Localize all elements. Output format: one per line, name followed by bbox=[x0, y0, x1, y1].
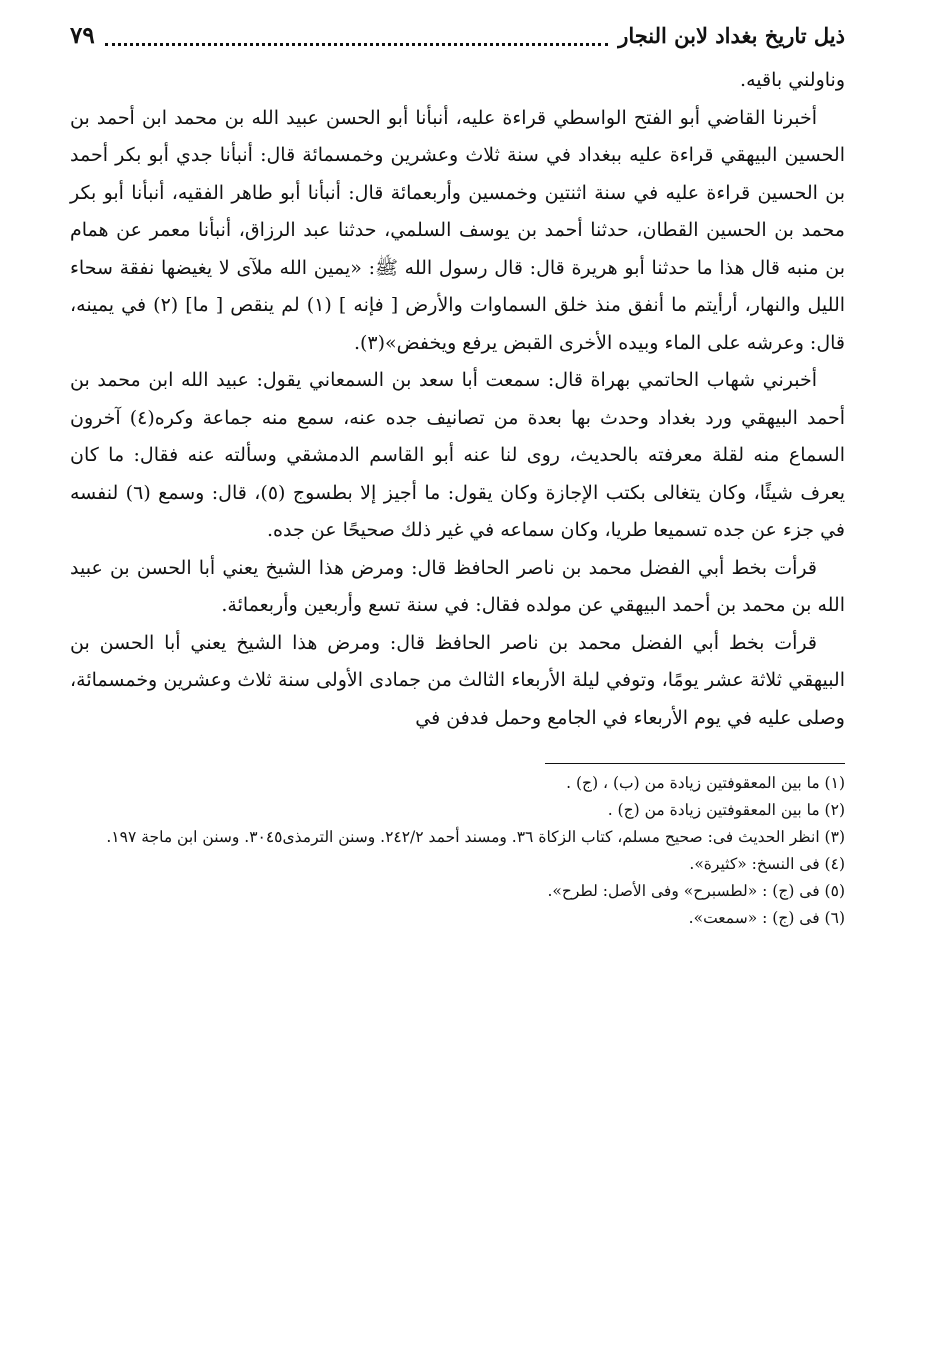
footnote: (٤) فى النسخ: «كثيرة». bbox=[689, 855, 845, 873]
header-dot-leader bbox=[105, 29, 608, 46]
footnote: (٦) فى (ج) : «سمعت». bbox=[688, 909, 845, 927]
footnote: (٥) فى (ج) : «لطسبرح» وفى الأصل: لطرح». bbox=[547, 882, 845, 900]
paragraph: وناولني باقيه. bbox=[740, 69, 845, 91]
paragraph: قرأت بخط أبي الفضل محمد بن ناصر الحافظ قال: ومرض هذا الشيخ يعني أبا الحسن بن عبيد الله بن محمد بن أحمد البيهقي عن مولده فقال: في سنة تسع وأربعين وأربعمائة. bbox=[70, 556, 845, 616]
footnote: (٣) انظر الحديث فى: صحيح مسلم، كتاب الزكاة ٣٦. ومسند أحمد ٢٤٢/٢. وسنن الترمذى٣٠٤٥. وسنن ابن ماجة ١٩٧. bbox=[106, 828, 845, 846]
paragraph: قرأت بخط أبي الفضل محمد بن ناصر الحافظ قال: ومرض هذا الشيخ يعني أبا الحسن بن البيهقي ثلاثة عشر يومًا، وتوفي ليلة الأربعاء الثالث من جمادى الأولى سنة ثلاث وعشرين وخمسمائة، وصلى عليه في يوم الأربعاء في الجامع وحمل فدفن في bbox=[70, 631, 845, 729]
page-number: ٧٩ bbox=[70, 22, 95, 49]
header-title: ذيل تاريخ بغداد لابن النجار bbox=[618, 23, 845, 48]
footnote-separator bbox=[545, 763, 845, 764]
paragraph: أخبرني شهاب الحاتمي بهراة قال: سمعت أبا سعد بن السمعاني يقول: عبيد الله ابن محمد بن أحمد البيهقي ورد بغداد وحدث بها بعدة من تصانيف جده عنه، سمع منه جماعة وكره(٤) آخرون السماع منه لقلة معرفته بالحديث، روى لنا عنه أبو القاسم الدمشقي وسألته عنه فقال: ما كان يعرف شيئًا، وكان يتغالى بكتب الإجازة وكان يقول: ما أجيز إلا بطسوج (٥)، قال: وسمع (٦) لنفسه في جزء عن جده تسميعا طريا، وكان سماعه في غير ذلك صحيحًا عن جده. bbox=[70, 369, 845, 541]
running-header bbox=[70, 16, 845, 58]
footnote: (١) ما بين المعقوفتين زيادة من (ب) ، (ج) . bbox=[566, 774, 845, 792]
paragraph: أخبرنا القاضي أبو الفتح الواسطي قراءة عليه، أنبأنا أبو الحسن عبيد الله بن محمد ابن أحمد بن الحسين البيهقي قراءة عليه ببغداد في سنة ثلاث وعشرين وخمسمائة قال: أنبأنا جدي أبو بكر أحمد بن الحسين قراءة عليه في سنة اثنتين وخمسين وأربعمائة قال: أنبأنا أبو طاهر الفقيه، أنبأنا أبو بكر محمد بن الحسين القطان، حدثنا أحمد بن يوسف السلمي، حدثنا عبد الرزاق، أنبأنا معمر عن همام بن منبه قال هذا ما حدثنا أبو هريرة قال: قال رسول الله ﷺ: «يمين الله ملآى لا يغيضها نفقة سحاء الليل والنهار، أرأيتم ما أنفق منذ خلق السماوات والأرض [ فإنه ] (١) لم ينقص [ ما] (٢) في يمينه، قال: وعرشه على الماء وبيده الأخرى القبض يرفع ويخفض»(٣). bbox=[70, 106, 846, 354]
book-page bbox=[70, 16, 845, 932]
main-text bbox=[70, 62, 845, 737]
footnote: (٢) ما بين المعقوفتين زيادة من (ج) . bbox=[607, 801, 845, 819]
footnotes bbox=[70, 770, 845, 932]
